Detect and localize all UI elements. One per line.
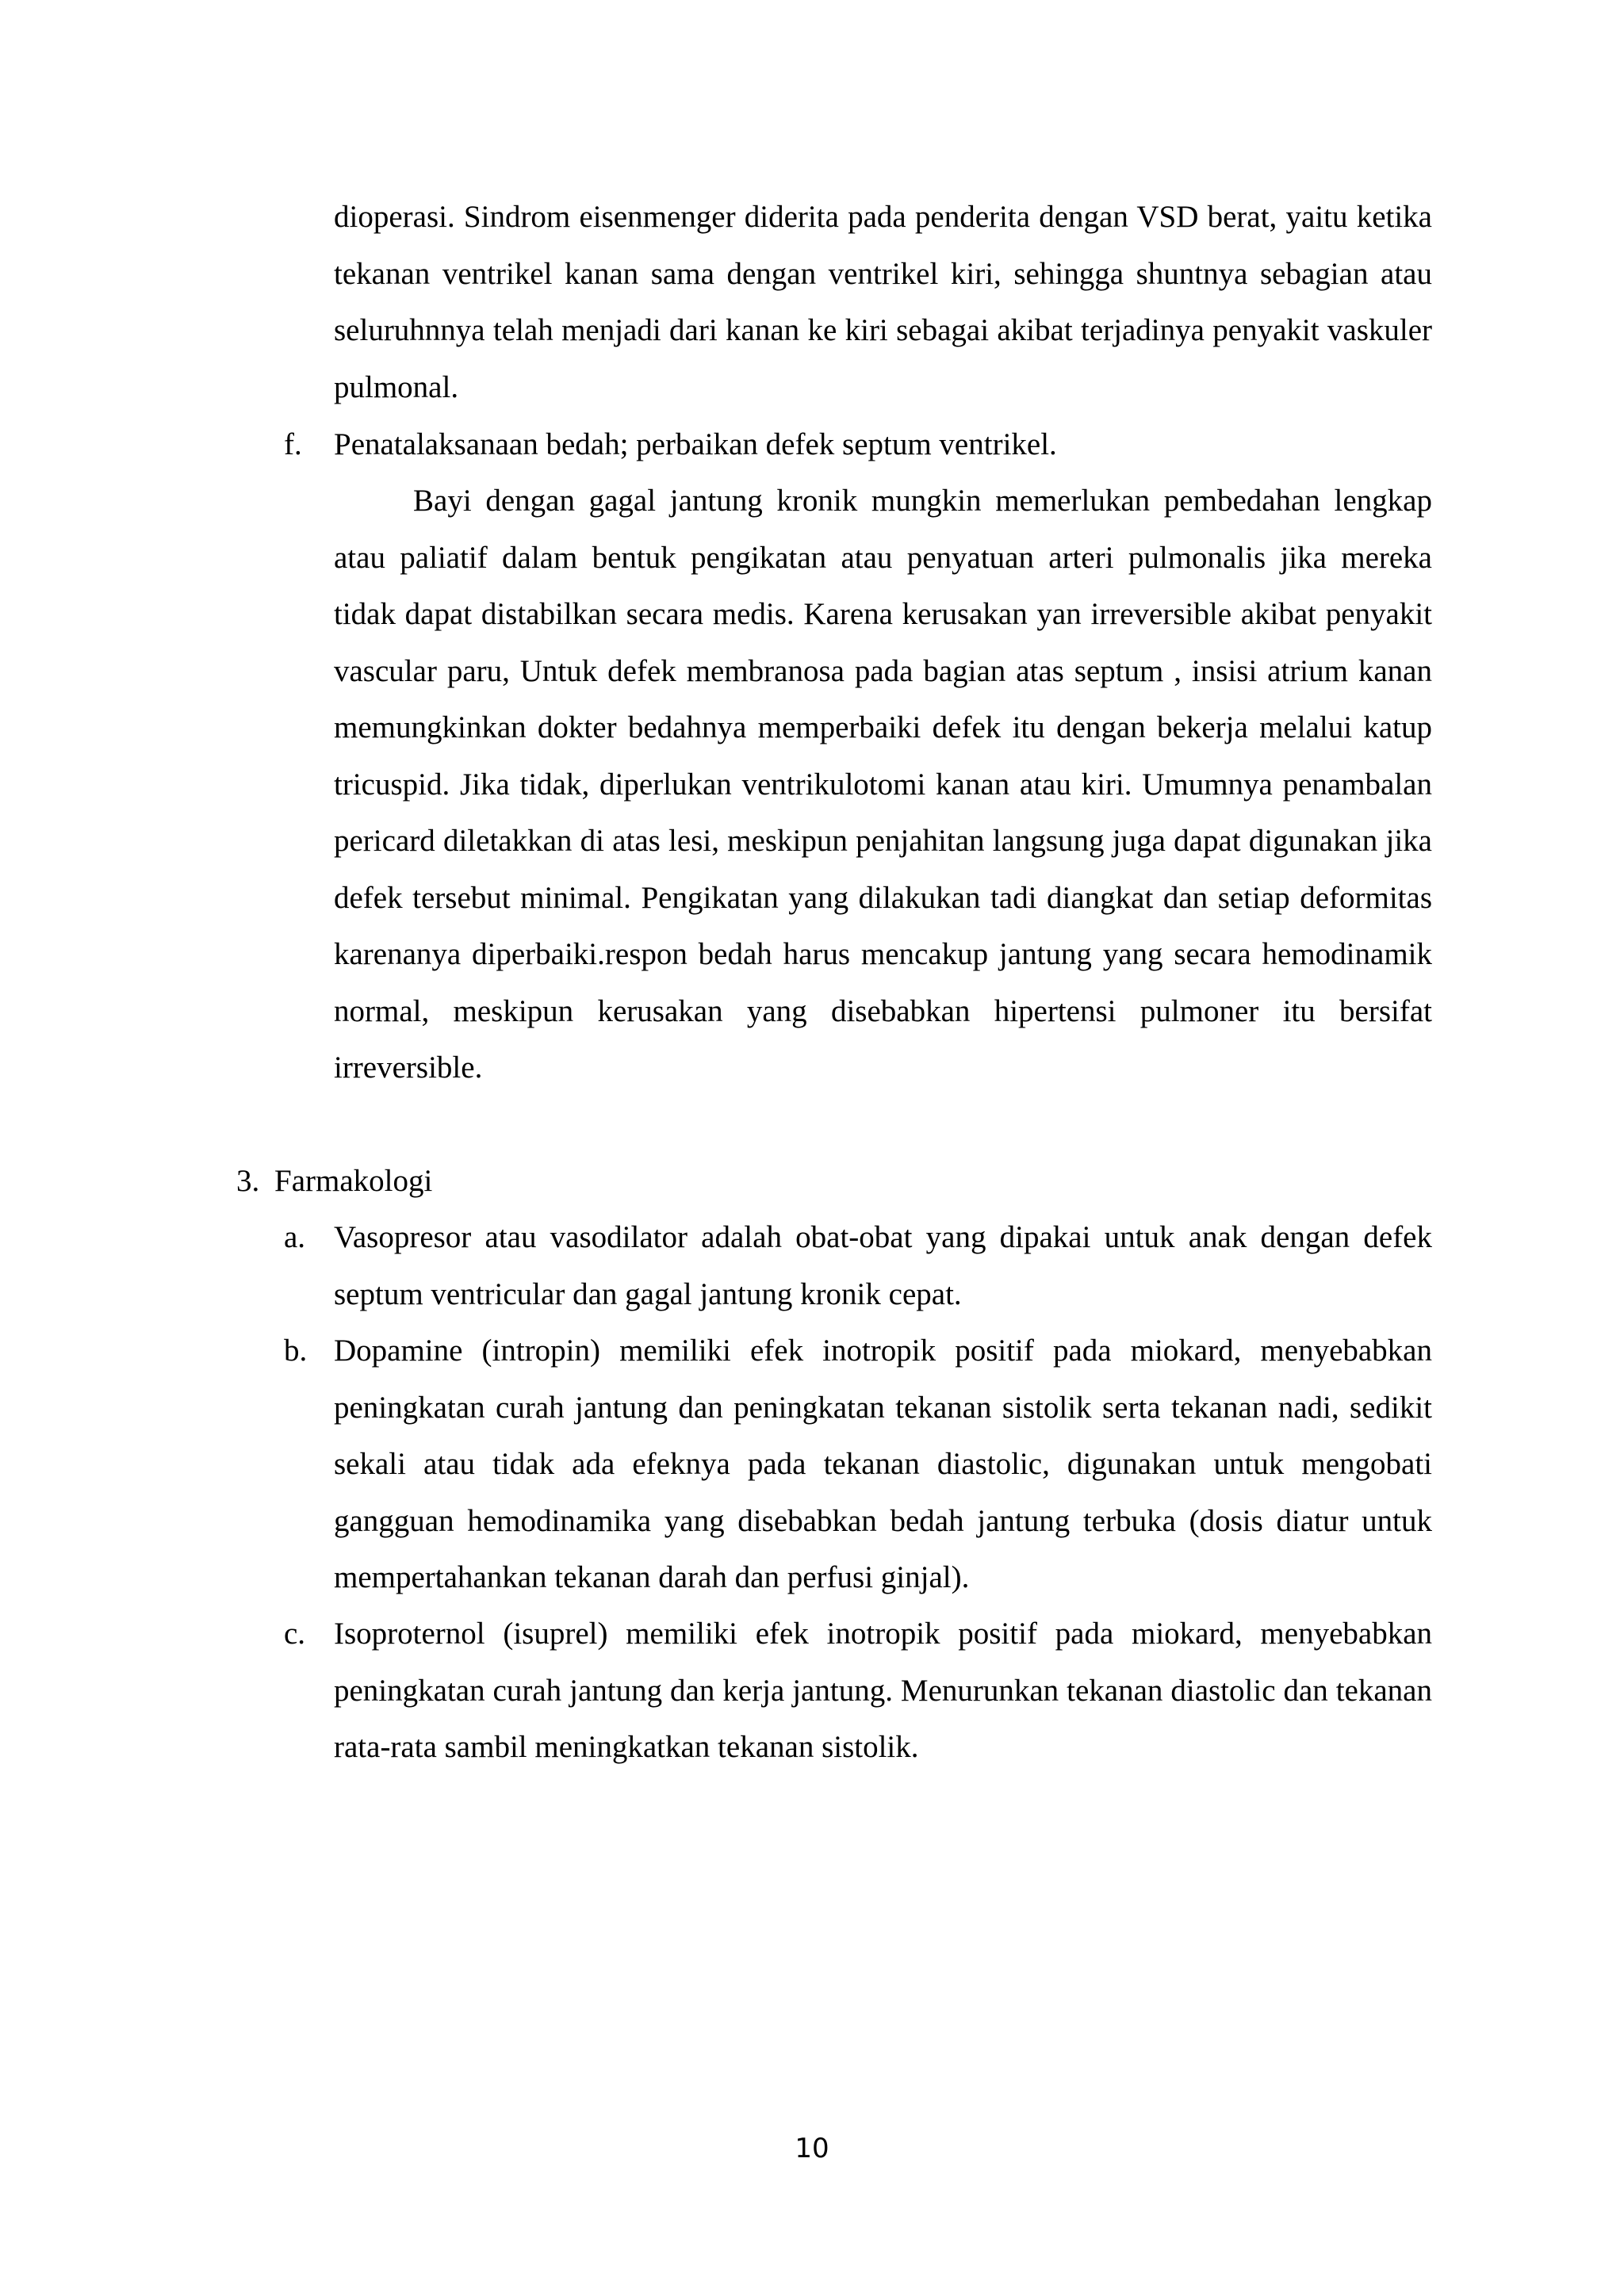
item-f-paragraph [334,473,1432,1096]
continuation-paragraph [334,189,1432,415]
item-f-paragraph-text: Bayi dengan gagal jantung kronik mungkin memerlukan pembedahan lengkap atau paliatif dalam bentuk pengikatan atau penyatuan arteri pulmonalis jika mereka tidak dapat distabilkan secara medis. Karena kerusakan yan irreversible akibat penyakit vascular paru, Untuk defek membranosa pada bagian atas septum , insisi atrium kanan memungkinkan dokter bedahnya memperbaiki defek itu dengan bekerja melalui katup tricuspid. Jika tidak, diperlukan ventrikulotomi kanan atau kiri. Umumnya penambalan pericard diletakkan di atas lesi, meskipun penjahitan langsung juga dapat digunakan jika defek tersebut minimal. Pengikatan yang dilakukan tadi diangkat dan setiap deformitas karenanya diperbaiki.respon bedah harus mencakup jantung yang secara hemodinamik normal, meskipun kerusakan yang disebabkan hipertensi pulmoner itu bersifat irreversible. [334,484,1432,1085]
list-marker-b: b. [284,1334,308,1368]
continuation-text: dioperasi. Sindrom eisenmenger diderita pada penderita dengan VSD berat, yaitu ketika tekanan ventrikel kanan sama dengan ventrikel kiri, sehingga shuntnya sebagian atau seluruhnnya telah menjadi dari kanan ke kiri sebagai akibat terjadinya penyakit vaskuler pulmonal. [334,200,1432,404]
list-marker-c: c. [284,1617,306,1651]
list-item-c-text: Isoproternol (isuprel) memiliki efek inotropik positif pada miokard, menyebabkan peningkatan curah jantung dan kerja jantung. Menurunkan tekanan diastolic dan tekanan rata-rata sambil meningkatkan tekanan sistolik. [334,1617,1432,1764]
list-item-b-text: Dopamine (intropin) memiliki efek inotropik positif pada miokard, menyebabkan peningkatan curah jantung dan peningkatan tekanan sistolik serta tekanan nadi, sedikit sekali atau tidak ada efeknya pada tekanan diastolic, digunakan untuk mengobati gangguan hemodinamika yang disebabkan bedah jantung terbuka (dosis diatur untuk mempertahankan tekanan darah dan perfusi ginjal). [334,1334,1432,1594]
section-3-heading: Farmakologi [274,1164,433,1198]
list-item-a-text-block [334,1209,1432,1322]
list-item-c-text-block [334,1605,1432,1776]
page-number: 10 [795,2133,829,2164]
list-item-f-heading: Penatalaksanaan bedah; perbaikan defek septum ventrikel. [334,427,1057,461]
section-3-marker: 3. [236,1164,260,1198]
list-marker-a: a. [284,1220,306,1254]
list-item-b-text-block [334,1322,1432,1606]
list-item-a-text: Vasopresor atau vasodilator adalah obat-obat yang dipakai untuk anak dengan defek septum ventricular dan gagal jantung kronik cepat. [334,1220,1432,1311]
list-marker-f: f. [284,427,302,461]
